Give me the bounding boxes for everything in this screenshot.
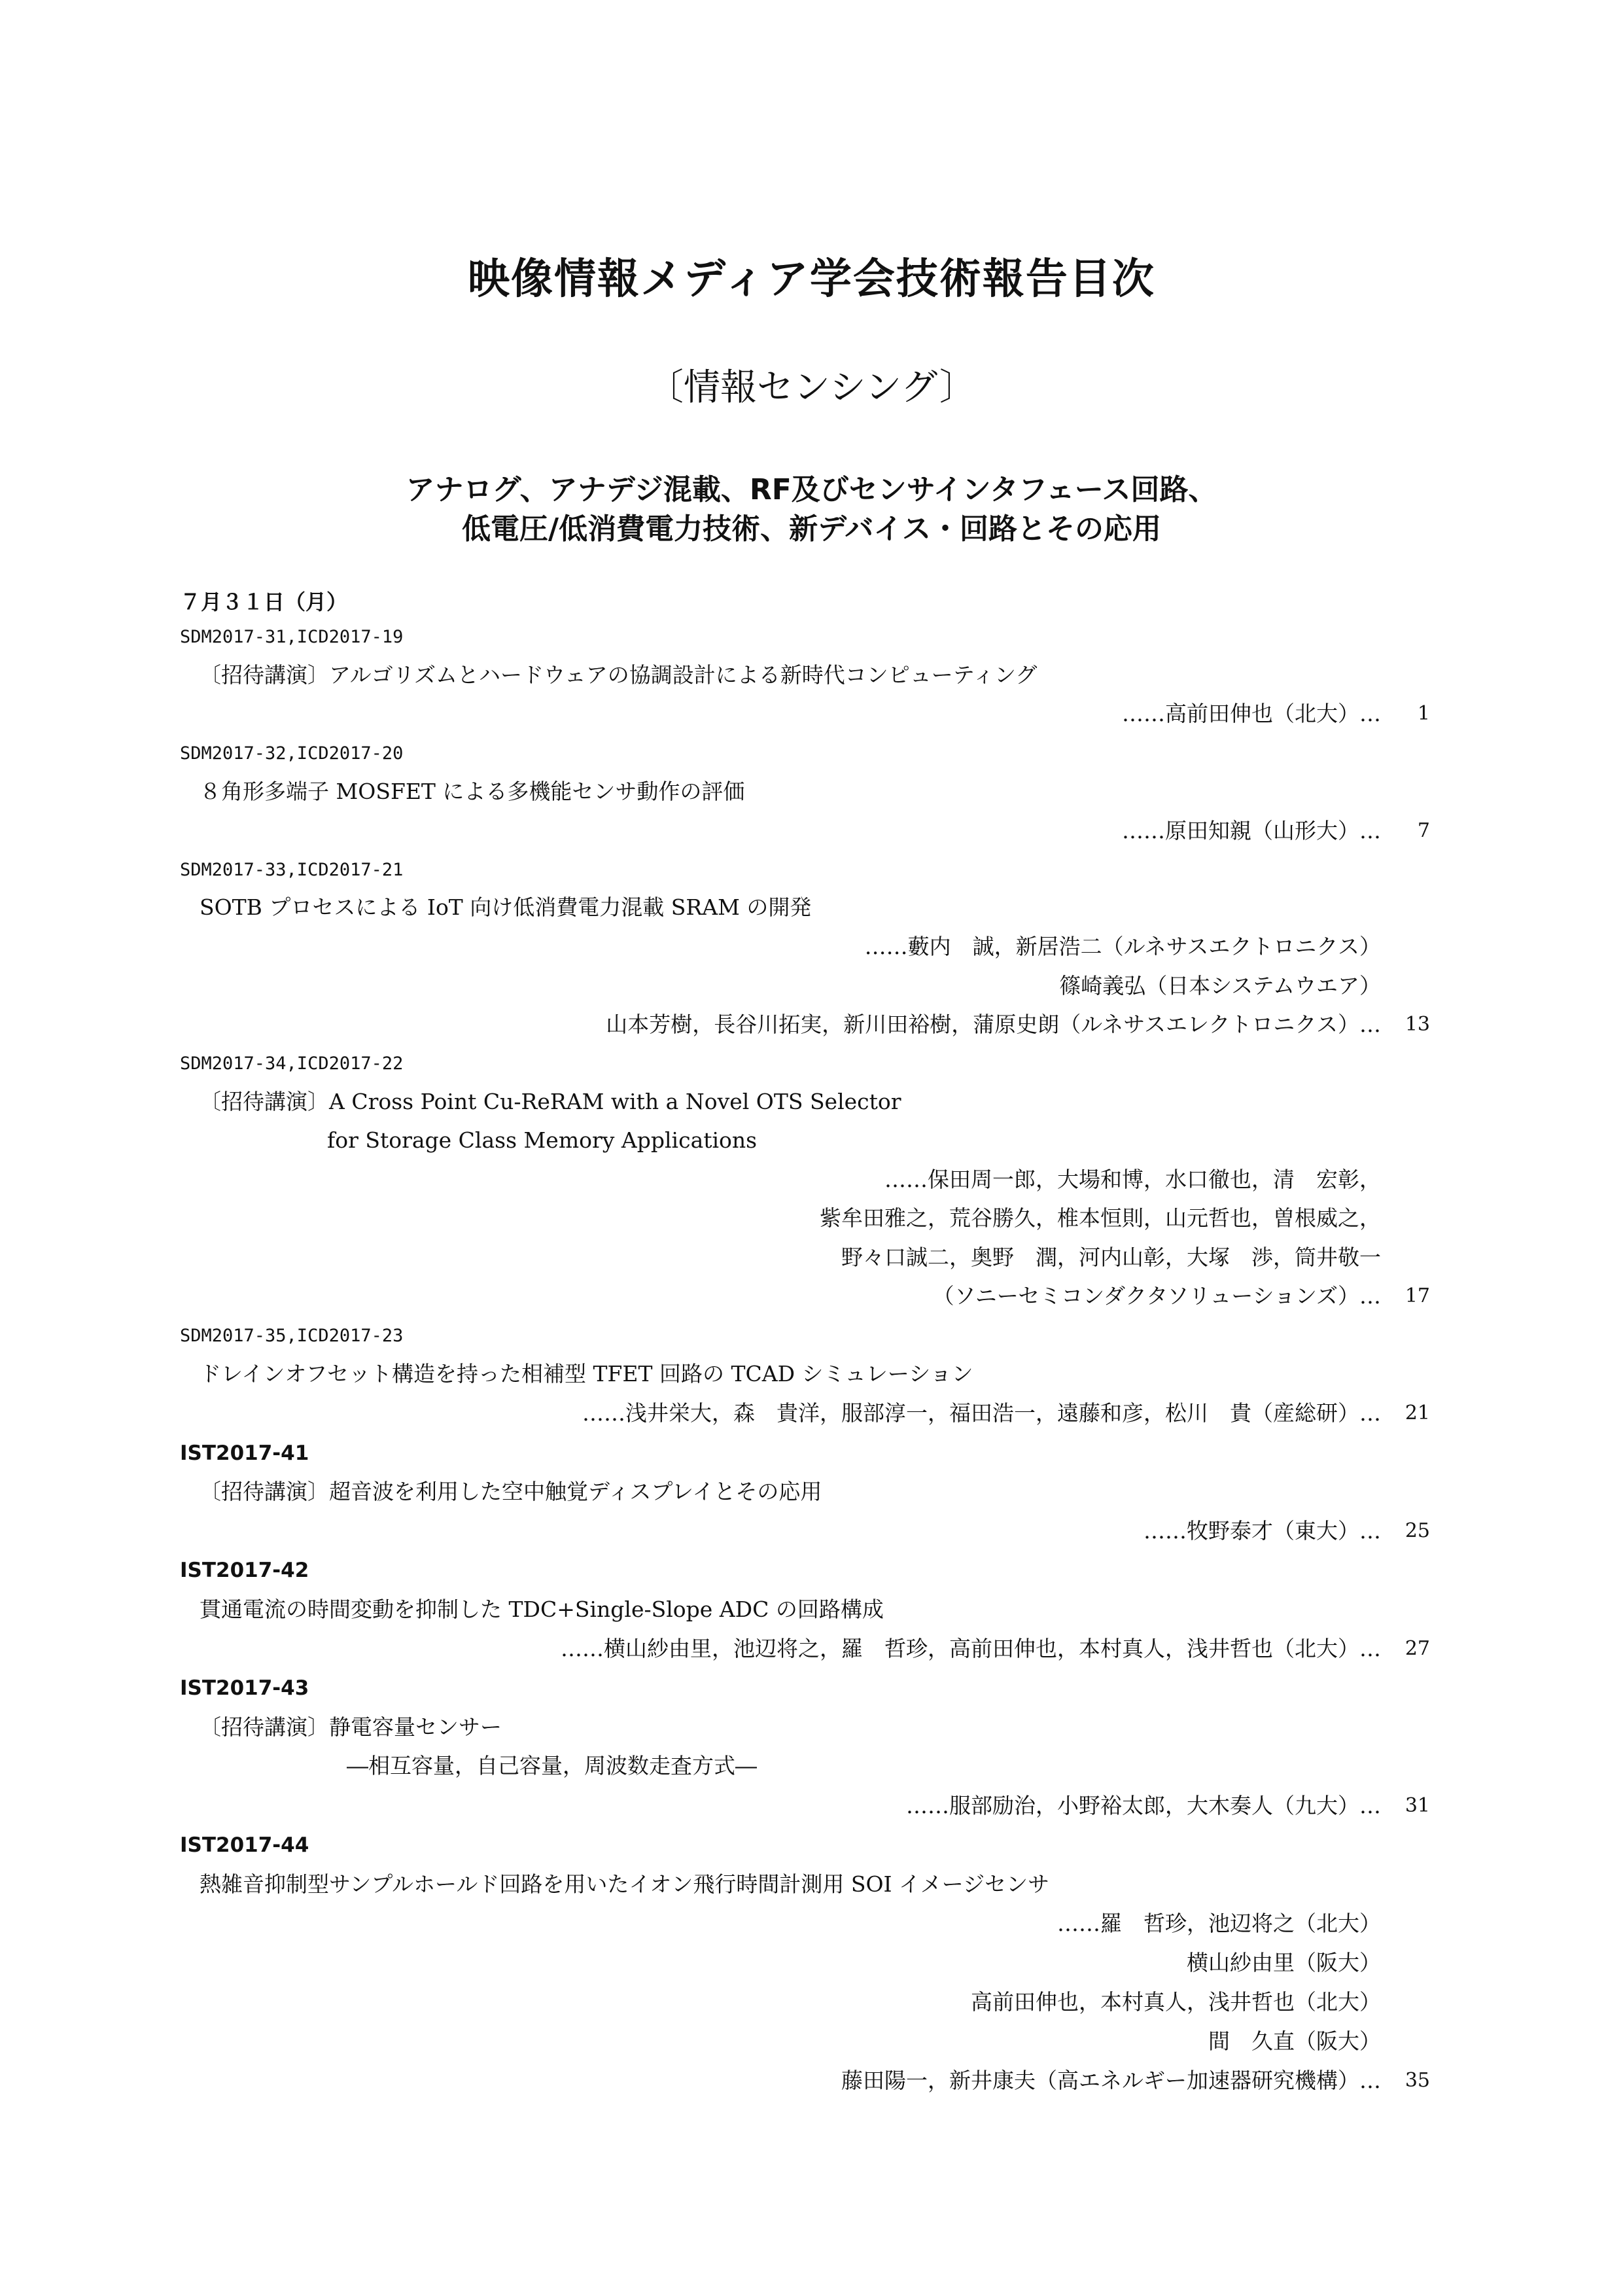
- entry-authors: 篠崎義弘（日本システムウエア）: [1059, 973, 1381, 998]
- entry-page-number: 21: [1405, 1402, 1430, 1424]
- entry-title: SOTB プロセスによる IoT 向け低消費電力混載 SRAM の開発: [200, 894, 812, 920]
- entry-page-number: 7: [1417, 819, 1430, 842]
- entry-page-number: 35: [1405, 2069, 1430, 2092]
- entry-code: SDM2017-33,ICD2017-21: [180, 860, 404, 880]
- entry-code: IST2017-42: [180, 1559, 309, 1582]
- entry-authors: ……羅 哲珍，池辺将之（北大）: [1057, 1911, 1381, 1936]
- entry-code: SDM2017-35,ICD2017-23: [180, 1326, 404, 1346]
- entry-page-number: 31: [1405, 1794, 1430, 1817]
- entry-authors: ……高前田伸也（北大）…: [1122, 701, 1381, 726]
- entry-authors: ……原田知親（山形大）…: [1122, 818, 1381, 843]
- entry-authors: ……藪内 誠，新居浩二（ルネサスエクトロニクス）: [864, 934, 1381, 959]
- entry-code: SDM2017-32,ICD2017-20: [180, 743, 404, 764]
- entry-authors: 間 久直（阪大）: [1208, 2028, 1381, 2054]
- entry-code: IST2017-41: [180, 1441, 309, 1465]
- entry-page-number: 13: [1405, 1013, 1430, 1036]
- entry-page-number: 27: [1405, 1637, 1430, 1660]
- entry-title: 〔招待講演〕A Cross Point Cu-ReRAM with a Novel OTS Selector: [200, 1089, 901, 1114]
- entry-title: 貫通電流の時間変動を抑制した TDC+Single-Slope ADC の回路構成: [200, 1597, 884, 1622]
- entry-subtitle: ―相互容量，自己容量，周波数走査方式―: [347, 1753, 757, 1778]
- entry-code: SDM2017-31,ICD2017-19: [180, 627, 404, 647]
- entry-page-number: 17: [1405, 1284, 1430, 1307]
- theme-line-1: アナログ、アナデジ混載、RF及びセンサインタフェース回路、: [406, 473, 1217, 506]
- session-date: ７月３１日（月）: [180, 590, 348, 614]
- entry-code: IST2017-44: [180, 1833, 309, 1857]
- entry-title: for Storage Class Memory Applications: [327, 1127, 758, 1153]
- entry-authors: 藤田陽一，新井康夫（高エネルギー加速器研究機構）…: [841, 2068, 1381, 2093]
- entry-title: ８角形多端子 MOSFET による多機能センサ動作の評価: [200, 779, 745, 804]
- entry-authors: 野々口誠二，奥野 潤，河内山彰，大塚 渉，筒井敬一: [841, 1245, 1381, 1270]
- entry-page-number: 1: [1417, 702, 1430, 725]
- series-heading: 〔情報センシング〕: [647, 366, 976, 409]
- entry-authors: ……服部励治，小野裕太郎，大木奏人（九大）…: [906, 1793, 1381, 1818]
- entry-code: SDM2017-34,ICD2017-22: [180, 1053, 404, 1074]
- entry-code: IST2017-43: [180, 1676, 309, 1700]
- page-title: 映像情報メディア学会技術報告目次: [468, 255, 1155, 304]
- theme-line-2: 低電圧/低消費電力技術、新デバイス・回路とその応用: [462, 512, 1161, 546]
- entry-title: 熱雑音抑制型サンプルホールド回路を用いたイオン飛行時間計測用 SOI イメージセンサ: [200, 1871, 1050, 1897]
- entry-authors: ……浅井栄大，森 貴洋，服部淳一，福田浩一，遠藤和彦，松川 貴（産総研）…: [582, 1400, 1381, 1426]
- entry-authors: （ソニーセミコンダクタソリューションズ）…: [932, 1283, 1381, 1309]
- entry-authors: 横山紗由里（阪大）: [1187, 1950, 1381, 1975]
- entry-authors: ……横山紗由里，池辺将之，羅 哲珍，高前田伸也，本村真人，浅井哲也（北大）…: [561, 1636, 1381, 1661]
- entry-authors: ……牧野泰才（東大）…: [1143, 1518, 1381, 1544]
- entry-authors: 高前田伸也，本村真人，浅井哲也（北大）: [971, 1989, 1381, 2015]
- entry-title: ドレインオフセット構造を持った相補型 TFET 回路の TCAD シミュレーション: [200, 1361, 973, 1386]
- entry-title: 〔招待講演〕静電容量センサー: [200, 1714, 502, 1740]
- entry-title: 〔招待講演〕アルゴリズムとハードウェアの協調設計による新時代コンピューティング: [200, 662, 1038, 688]
- entry-authors: ……保田周一郎，大場和博，水口徹也，清 宏彰，: [884, 1167, 1381, 1192]
- entry-authors: 紫牟田雅之，荒谷勝久，椎本恒則，山元哲也，曽根威之，: [820, 1205, 1381, 1231]
- entry-page-number: 25: [1405, 1519, 1430, 1542]
- entry-authors: 山本芳樹，長谷川拓実，新川田裕樹，蒲原史朗（ルネサスエレクトロニクス）…: [606, 1012, 1381, 1037]
- entry-title: 〔招待講演〕超音波を利用した空中触覚ディスプレイとその応用: [200, 1479, 822, 1504]
